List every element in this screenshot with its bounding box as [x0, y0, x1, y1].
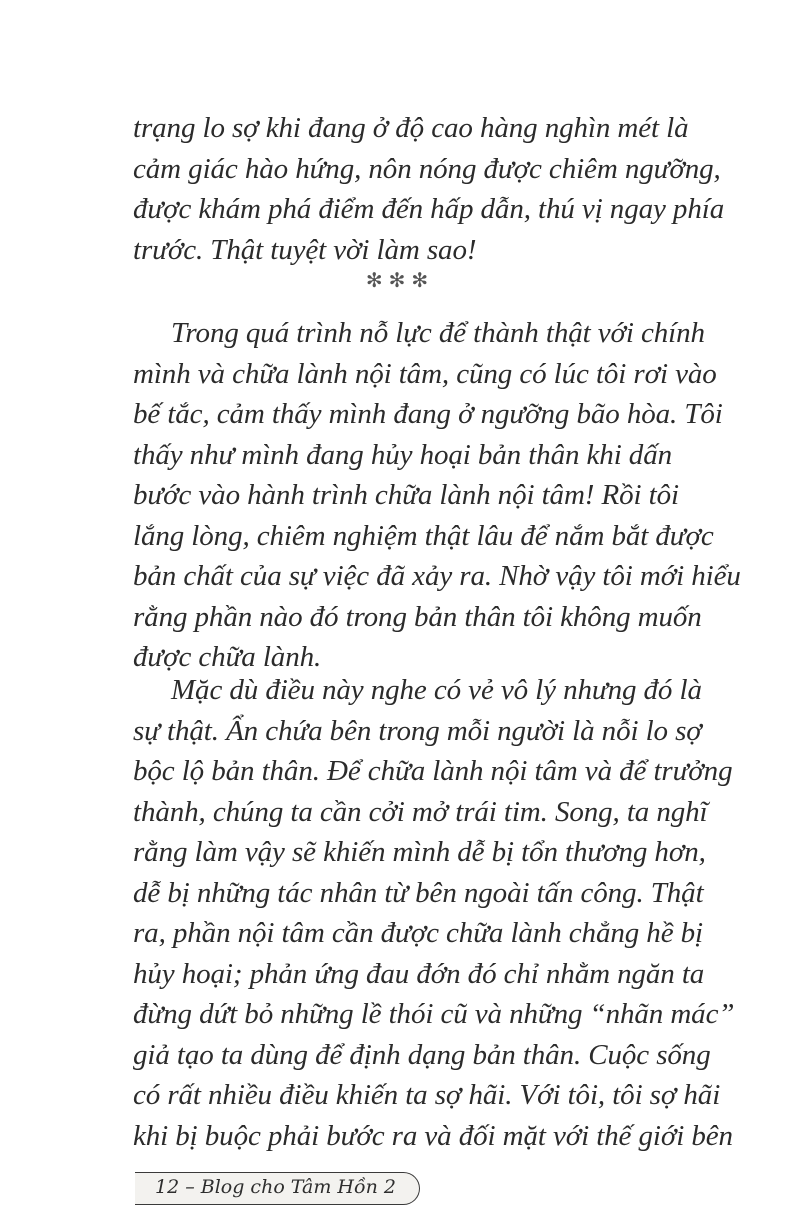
text-line: cảm giác hào hứng, nôn nóng được chiêm ngưỡng,	[133, 152, 721, 185]
text-line: bộc lộ bản thân. Để chữa lành nội tâm và để trưởng	[133, 755, 733, 787]
text-line: đừng dứt bỏ những lề thói cũ và những “nhãn mác”	[133, 998, 735, 1030]
paragraph-continuation	[133, 108, 725, 270]
text-line: giả tạo ta dùng để định dạng bản thân. Cuộc sống	[133, 1038, 711, 1071]
text-line: được chữa lành.	[133, 641, 322, 673]
text-line: dễ bị những tác nhân từ bên ngoài tấn công. Thật	[133, 876, 704, 909]
paragraph-healing-struggle	[133, 313, 741, 678]
text-line: lắng lòng, chiêm nghiệm thật lâu để nắm bắt được	[133, 519, 714, 552]
text-line: khi bị buộc phải bước ra và đối mặt với thế giới bên	[133, 1119, 733, 1152]
text-line: trạng lo sợ khi đang ở độ cao hàng nghìn mét là	[133, 112, 689, 144]
page-footer-tab	[135, 1172, 420, 1205]
section-separator-asterisks-icon: ✻✻✻	[365, 268, 435, 292]
text-line: bản chất của sự việc đã xảy ra. Nhờ vậy tôi mới hiểu	[133, 560, 741, 592]
text-line: được khám phá điểm đến hấp dẫn, thú vị ngay phía	[133, 193, 725, 225]
text-line: ra, phần nội tâm cần được chữa lành chẳng hề bị	[133, 917, 703, 949]
text-line: hủy hoại; phản ứng đau đớn đó chỉ nhằm ngăn ta	[133, 957, 705, 990]
text-line: bế tắc, cảm thấy mình đang ở ngưỡng bão hòa. Tôi	[133, 398, 723, 430]
text-line: rằng làm vậy sẽ khiến mình dễ bị tổn thương hơn,	[133, 836, 706, 868]
text-line: mình và chữa lành nội tâm, cũng có lúc tôi rơi vào	[133, 357, 717, 390]
text-line: Mặc dù điều này nghe có vẻ vô lý nhưng đó là	[171, 674, 702, 706]
text-line: Trong quá trình nỗ lực để thành thật với chính	[171, 317, 705, 349]
footer-page-label: 12 – Blog cho Tâm Hồn 2	[155, 1176, 396, 1198]
text-line: bước vào hành trình chữa lành nội tâm! Rồi tôi	[133, 479, 679, 511]
paragraph-fear-of-exposure	[133, 670, 735, 1156]
text-line: rằng phần nào đó trong bản thân tôi không muốn	[133, 600, 702, 633]
text-line: có rất nhiều điều khiến ta sợ hãi. Với tôi, tôi sợ hãi	[133, 1079, 721, 1111]
text-line: trước. Thật tuyệt vời làm sao!	[133, 233, 477, 266]
text-line: thấy như mình đang hủy hoại bản thân khi dấn	[133, 438, 673, 471]
text-line: thành, chúng ta cần cởi mở trái tim. Song, ta nghĩ	[133, 795, 708, 828]
text-line: sự thật. Ẩn chứa bên trong mỗi người là nỗi lo sợ	[133, 714, 702, 747]
